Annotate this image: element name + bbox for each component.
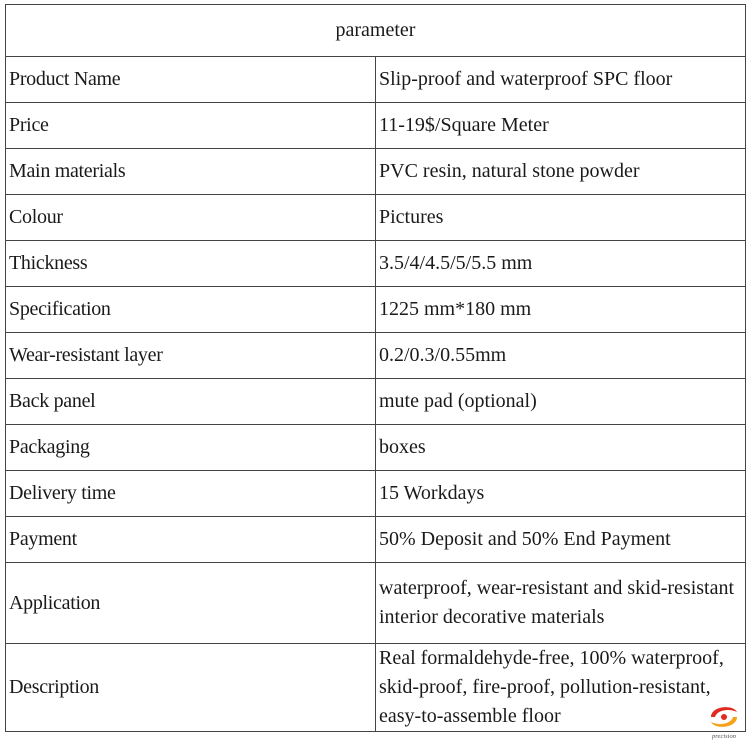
- row-value-delivery-time: 15 Workdays: [376, 471, 746, 517]
- row-value-thickness: 3.5/4/4.5/5/5.5 mm: [376, 241, 746, 287]
- table-header-row: [6, 5, 746, 57]
- row-value-application: waterproof, wear-resistant and skid-resistant interior decorative materials: [376, 563, 746, 644]
- table-row: [6, 644, 746, 732]
- row-value-product-name: Slip-proof and waterproof SPC floor: [376, 57, 746, 103]
- table-row: [6, 563, 746, 644]
- row-label-description: Description: [6, 644, 376, 732]
- table-row: [6, 379, 746, 425]
- parameter-table: [5, 4, 746, 732]
- row-value-back-panel: mute pad (optional): [376, 379, 746, 425]
- row-value-payment: 50% Deposit and 50% End Payment: [376, 517, 746, 563]
- table-row: [6, 57, 746, 103]
- row-label-product-name: Product Name: [6, 57, 376, 103]
- table-row: [6, 149, 746, 195]
- table-row: [6, 195, 746, 241]
- row-value-main-materials: PVC resin, natural stone powder: [376, 149, 746, 195]
- table-row: [6, 471, 746, 517]
- row-label-colour: Colour: [6, 195, 376, 241]
- table-row: [6, 517, 746, 563]
- row-label-packaging: Packaging: [6, 425, 376, 471]
- row-label-thickness: Thickness: [6, 241, 376, 287]
- row-value-description: Real formaldehyde-free, 100% waterproof, skid-proof, fire-proof, pollution-resistant, easy-to-assemble floor: [376, 644, 746, 732]
- table-row: [6, 241, 746, 287]
- row-label-main-materials: Main materials: [6, 149, 376, 195]
- row-label-payment: Payment: [6, 517, 376, 563]
- row-value-price: 11-19$/Square Meter: [376, 103, 746, 149]
- table-row: [6, 103, 746, 149]
- table-header: parameter: [6, 5, 746, 57]
- row-label-wear-resistant-layer: Wear-resistant layer: [6, 333, 376, 379]
- row-value-wear-resistant-layer: 0.2/0.3/0.55mm: [376, 333, 746, 379]
- row-label-delivery-time: Delivery time: [6, 471, 376, 517]
- logo-text: precision: [712, 733, 736, 740]
- table-row: [6, 333, 746, 379]
- row-label-back-panel: Back panel: [6, 379, 376, 425]
- table-row: [6, 287, 746, 333]
- swirl-logo-icon: [703, 700, 745, 734]
- brand-logo: [703, 700, 745, 748]
- parameter-sheet: [5, 4, 746, 742]
- row-value-specification: 1225 mm*180 mm: [376, 287, 746, 333]
- row-label-specification: Specification: [6, 287, 376, 333]
- row-value-packaging: boxes: [376, 425, 746, 471]
- row-label-price: Price: [6, 103, 376, 149]
- row-value-colour: Pictures: [376, 195, 746, 241]
- row-label-application: Application: [6, 563, 376, 644]
- table-row: [6, 425, 746, 471]
